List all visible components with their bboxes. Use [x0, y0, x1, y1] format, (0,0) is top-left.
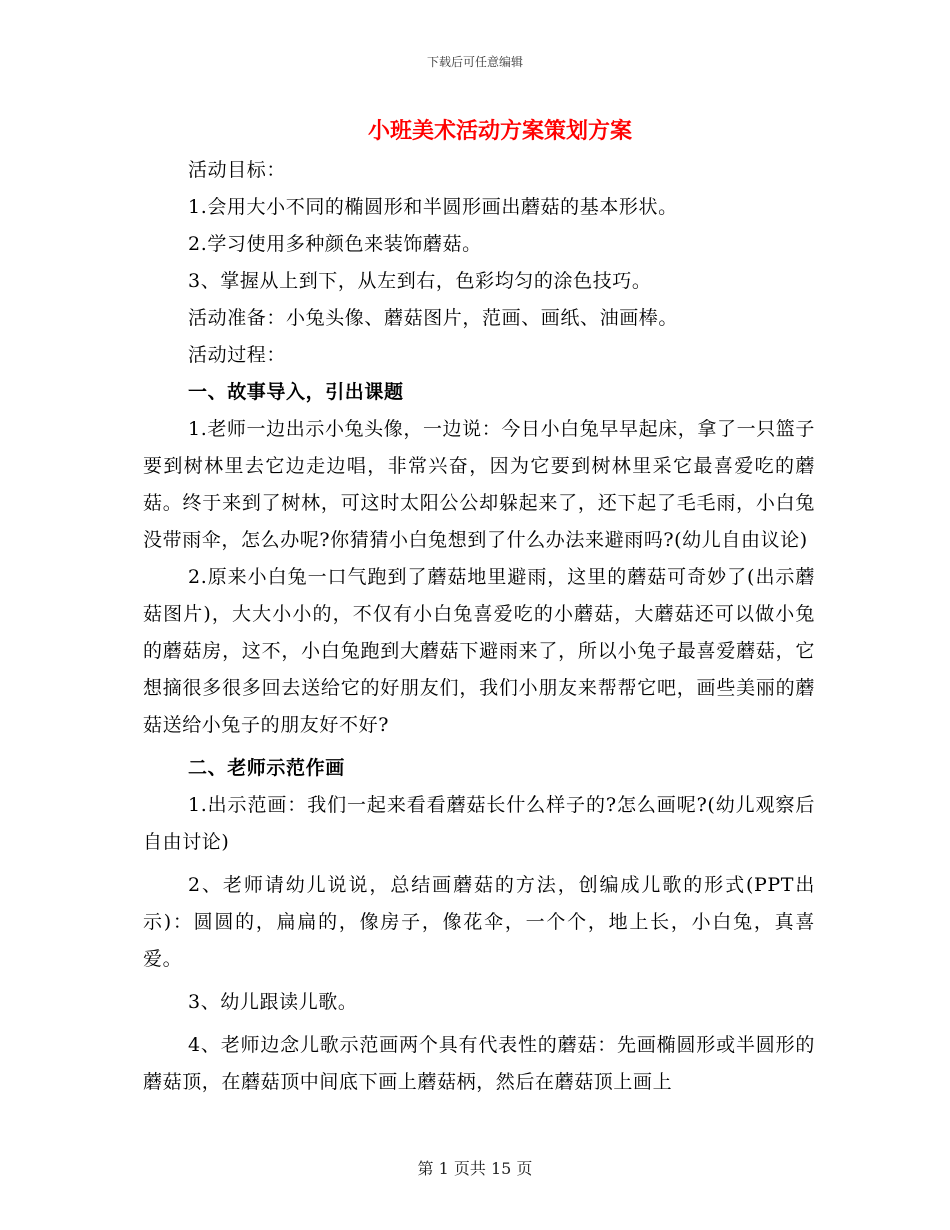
- paragraph-process-heading: 活动过程：: [188, 344, 287, 366]
- paragraph-goals-heading: 活动目标：: [188, 159, 287, 181]
- paragraph-goal-1: 1.会用大小不同的椭圆形和半圆形画出蘑菇的基本形状。: [188, 196, 678, 218]
- page-header-note: 下载后可任意编辑: [426, 55, 523, 69]
- paragraph-preparation: 活动准备：小兔头像、蘑菇图片，范画、画纸、油画棒。: [188, 307, 679, 329]
- paragraph-demo-1: 1.出示范画：我们一起来看看蘑菇长什么样子的?怎么画呢?(幼儿观察后自由讨论): [143, 794, 815, 853]
- page-footer: 第 1 页共 15 页: [417, 1159, 533, 1178]
- paragraph-goal-3: 3、掌握从上到下，从左到右，色彩均匀的涂色技巧。: [188, 270, 652, 292]
- paragraph-story-1: 1.老师一边出示小兔头像，一边说：今日小白兔早早起床，拿了一只篮子要到树林里去它边走边唱，非常兴奋，因为它要到树林里采它最喜爱吃的蘑菇。终于来到了树林，可这时太阳公公却躲起来了，还下起了毛毛雨，小白兔没带雨伞，怎么办呢?你猜猜小白兔想到了什么办法来避雨吗?(幼儿自由议论): [143, 418, 815, 551]
- paragraph-demo-2: 2、老师请幼儿说说，总结画蘑菇的方法，创编成儿歌的形式(PPT出示)：圆圆的，扁扁的，像房子，像花伞，一个个，地上长，小白兔，真喜爱。: [143, 874, 815, 970]
- paragraph-demo-3: 3、幼儿跟读儿歌。: [188, 991, 358, 1013]
- section-heading-teacher-demo: 二、老师示范作画: [188, 757, 345, 779]
- paragraph-goal-2: 2.学习使用多种颜色来装饰蘑菇。: [188, 233, 482, 255]
- paragraph-demo-4: 4、老师边念儿歌示范画两个具有代表性的蘑菇：先画椭圆形或半圆形的蘑菇顶，在蘑菇顶中间底下画上蘑菇柄，然后在蘑菇顶上画上: [143, 1034, 815, 1093]
- document-body: [143, 152, 815, 1101]
- paragraph-story-2: 2.原来小白兔一口气跑到了蘑菇地里避雨，这里的蘑菇可奇妙了(出示蘑菇图片)，大大小小的，不仅有小白兔喜爱吃的小蘑菇，大蘑菇还可以做小兔的蘑菇房，这不，小白兔跑到大蘑菇下避雨来了，所以小兔子最喜爱蘑菇，它想摘很多很多回去送给它的好朋友们，我们小朋友来帮帮它吧，画些美丽的蘑菇送给小兔子的朋友好不好?: [143, 566, 815, 736]
- section-heading-story-intro: 一、故事导入，引出课题: [188, 381, 404, 403]
- document-title: 小班美术活动方案策划方案: [367, 118, 632, 144]
